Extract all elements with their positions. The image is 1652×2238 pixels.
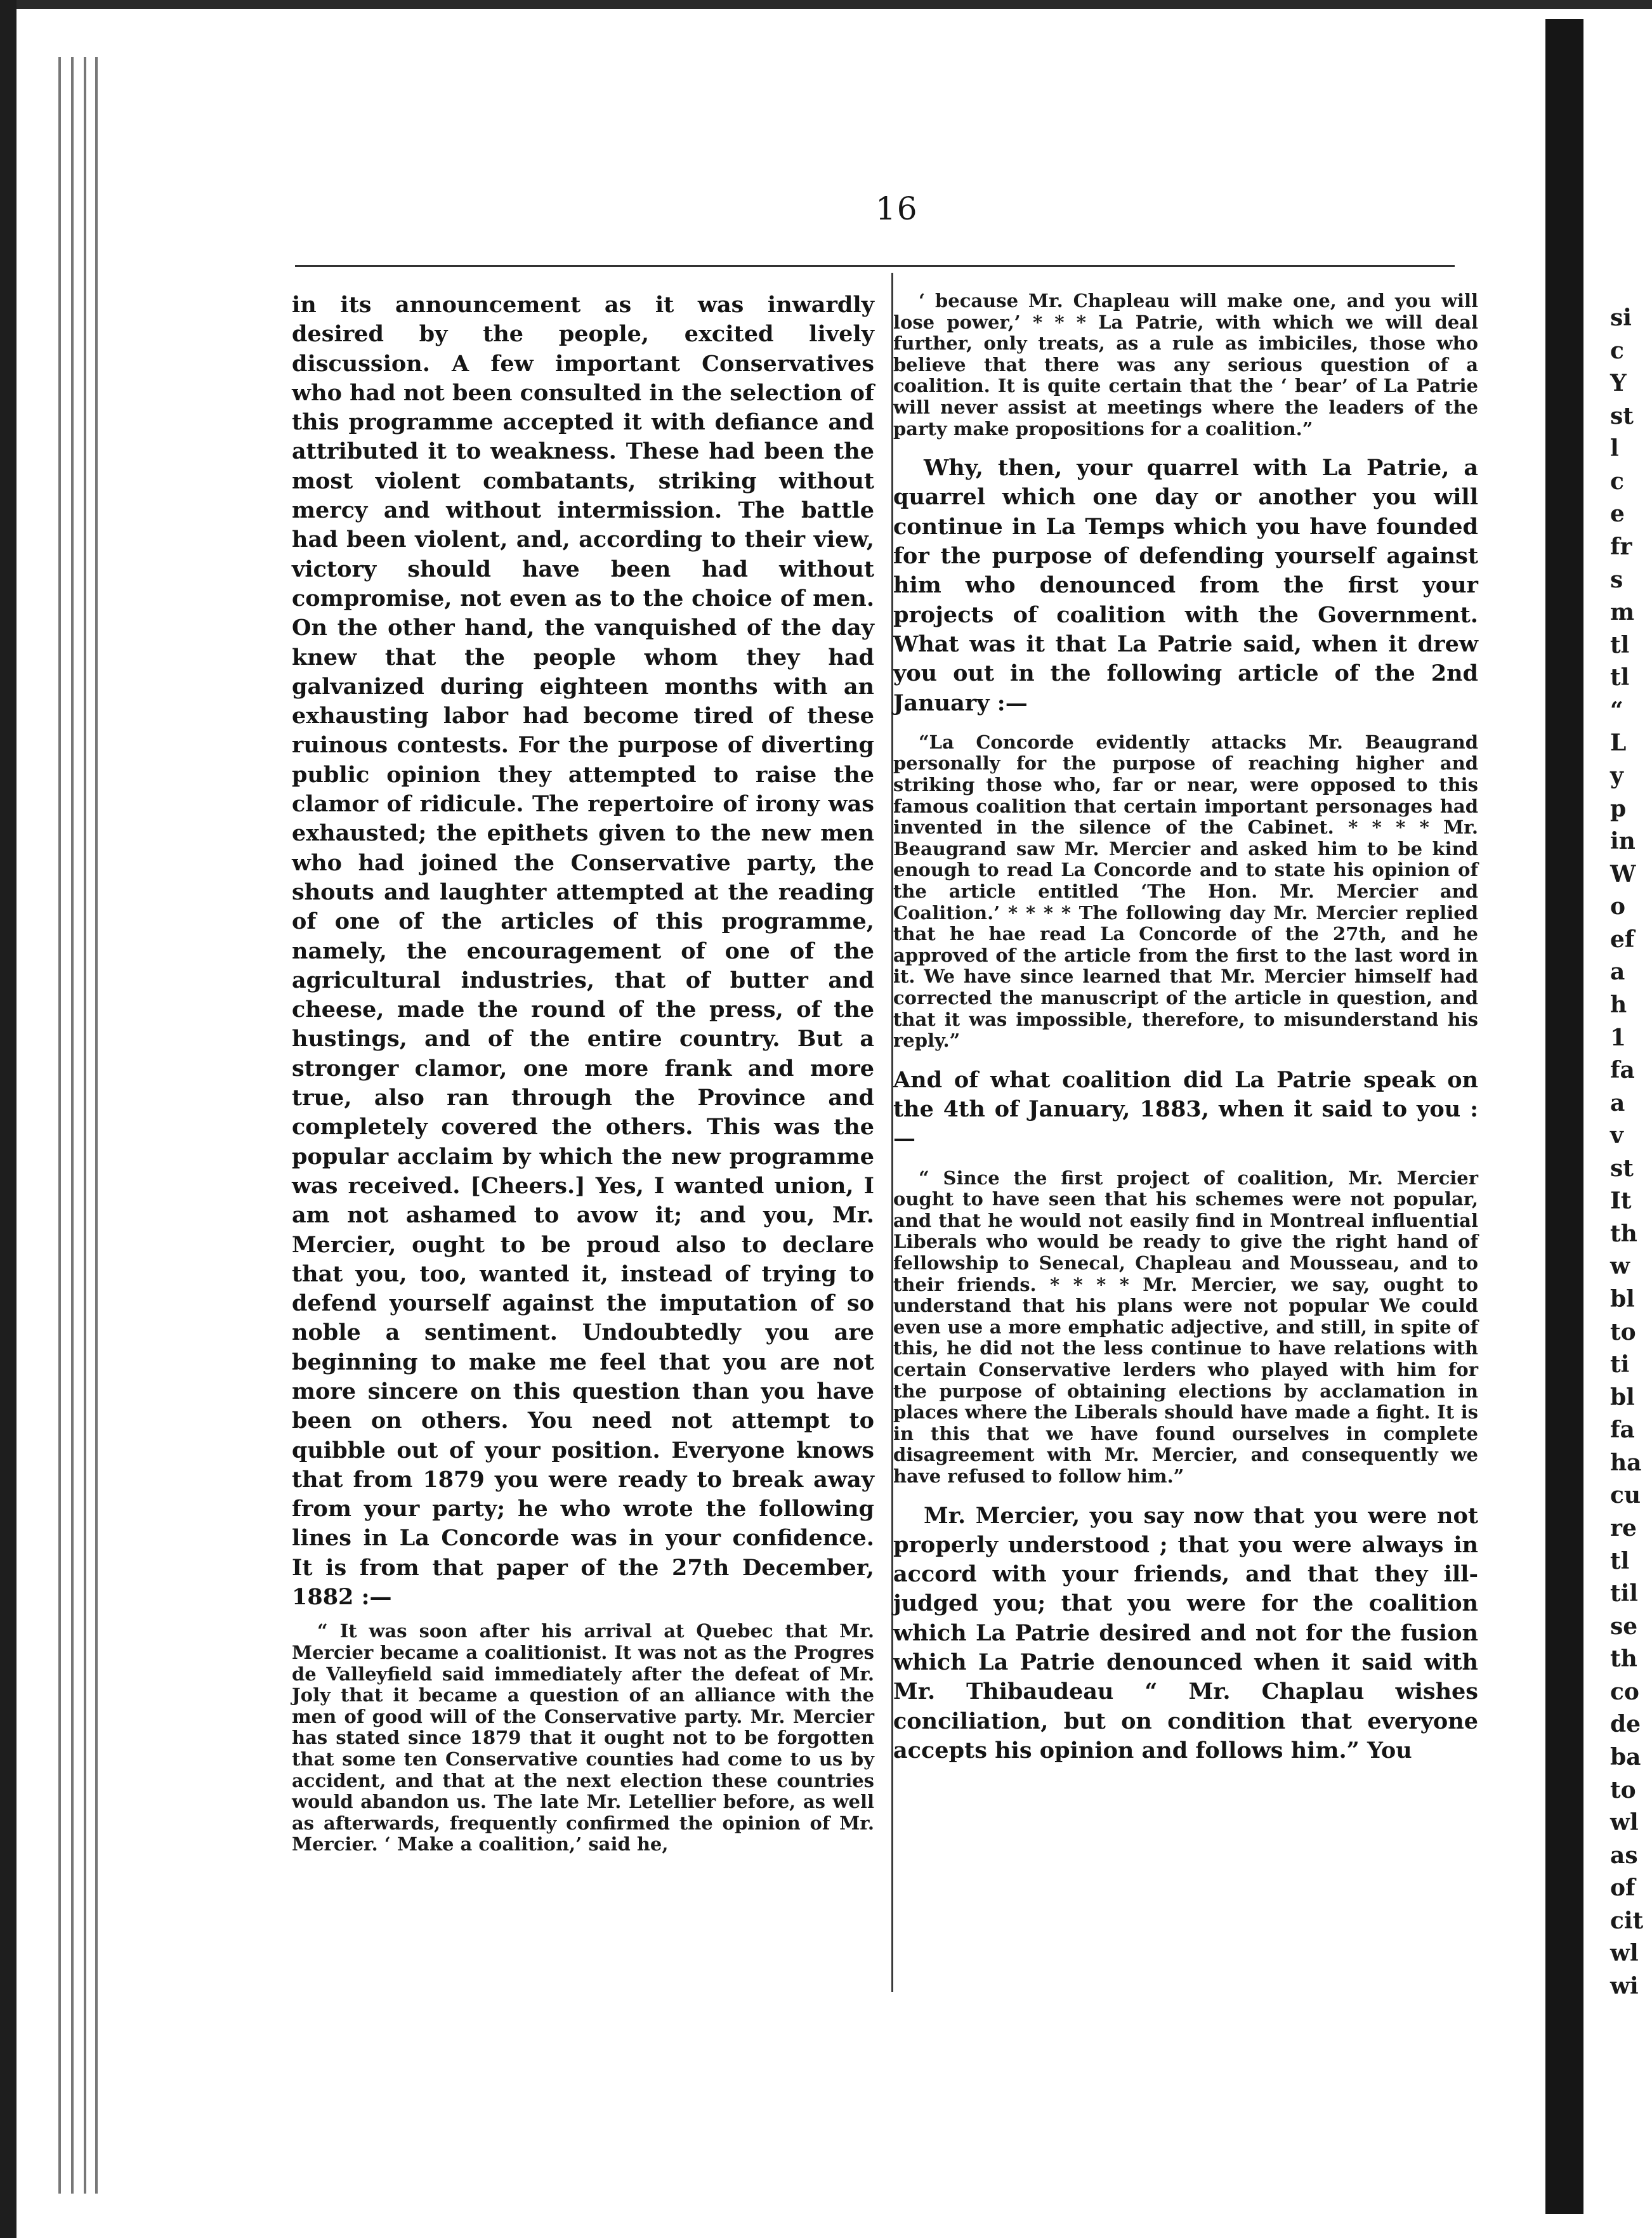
facing-page-text-fragment: si [1610,304,1632,331]
scan-top-edge [0,0,1652,9]
facing-page-text-fragment: fr [1610,533,1632,560]
body-paragraph: And of what coalition did La Patrie speak on the 4th of January, 1883, when it said to you :— [893,1066,1478,1152]
quoted-passage: “La Concorde evidently attacks Mr. Beaugrand personally for the purpose of reaching higher and striking those who, far or near, were opposed to this famous coalition that certain important personages had invented in the silence of the Cabinet. * * * * Mr. Beaugrand saw Mr. Mercier and asked him to be kind enough to read La Concorde and to state his opinion of the article entitled ‘The Hon. Mr. Mercier and Coalition.’ * * * * The following day Mr. Mercier replied that he hae read La Concorde of the 27th, and he approved of the article from the first to the last word in it. We have since learned that Mr. Mercier himself had corrected the manuscript of the article in question, and that it was impossible, therefore, to misunderstand his reply.” [893,731,1478,1052]
page-edge-line [71,57,74,2194]
facing-page-text-fragment: e [1610,501,1625,528]
quoted-passage: “ It was soon after his arrival at Quebec that Mr. Mercier became a coalitionist. It was not as the Progres de Valleyfield said immediately after the defeat of Mr. Joly that it became a question of an alliance with the men of good will of the Conservative party. Mr. Mercier has stated since 1879 that it ought not to be forgotten that some ten Conservative counties had come to us by accident, and that at the next election these countries would abandon us. The late Mr. Letellier before, as well as afterwards, frequently confirmed the opinion of Mr. Mercier. ‘ Make a coalition,’ said he, [292,1620,874,1855]
facing-page-text-fragment: w [1610,1253,1630,1280]
body-paragraph: Why, then, your quarrel with La Patrie, a quarrel which one day or another you will continue in La Temps which you have founded for the purpose of defending yourself against him who denounced from the first your projects of coalition with the Government. What was it that La Patrie said, when it drew you out in the following article of the 2nd January :— [893,455,1478,716]
facing-page-text-fragment: re [1610,1515,1637,1542]
left-column [292,291,874,1855]
facing-page-text-fragment: v [1610,1122,1623,1149]
facing-page-text-fragment: o [1610,893,1626,920]
facing-page-text-fragment: W [1610,860,1636,887]
right-column [893,291,1478,1765]
facing-page-text-fragment: cit [1610,1907,1644,1934]
facing-page-text-fragment: L [1610,730,1627,757]
page-edge-line [58,57,61,2194]
facing-page-text-fragment: fa [1610,1057,1635,1084]
facing-page-text-fragment: y [1610,762,1623,789]
scan-left-edge [0,0,16,2238]
facing-page-text-fragment: th [1610,1646,1637,1673]
quoted-passage: ‘ because Mr. Chapleau will make one, and you will lose power,’ * * * La Patrie, with which we will deal further, only treats, as a rule as imbiciles, those who believe that there was any serious question of a coalition. It is quite certain that the ‘ bear’ of La Patrie will never assist at meetings where the leaders of the party make propositions for a coalition.” [893,290,1478,440]
facing-page-text-fragment: ef [1610,926,1635,953]
facing-page-text-fragment: st [1610,1155,1634,1182]
facing-page-text-fragment: tl [1610,631,1630,658]
facing-page-text-fragment: It [1610,1188,1632,1215]
facing-page-text-fragment: de [1610,1711,1641,1738]
facing-page-text-fragment: th [1610,1220,1637,1247]
facing-page-text-fragment: fa [1610,1417,1635,1444]
facing-page-text-fragment: “ [1610,697,1623,724]
facing-page-text-fragment: bl [1610,1286,1635,1313]
facing-page-fragment [1599,0,1652,2238]
facing-page-text-fragment: as [1610,1842,1638,1869]
body-paragraph: in its announcement as it was inwardly desired by the people, excited lively discussion. A few important Conservatives who had not been consulted in the selection of this programme accepted it with defiance and attributed it to weakness. These had been the most violent combatants, striking without mercy and without intermission. The battle had been violent, and, according to their view, victory should have been had without compromise, not even as to the choice of men. On the other hand, the vanquished of the day knew that the people whom they had galvanized during eighteen months with an exhausting labor had become tired of these ruinous contests. For the purpose of diverting public opinion they attempted to raise the clamor of ridicule. The repertoire of irony was exhausted; the epithets given to the new men who had joined the Conservative party, the shouts and laughter attempted at the reading of one of the articles of this programme, namely, the encouragement of one of the agricultural industries, that of butter and cheese, made the round of the press, of the hustings, and of the entire country. But a stronger clamor, one more frank and more true, also ran through the Province and completely covered the others. This was the popular acclaim by which the new programme was received. [Cheers.] Yes, I wanted union, I am not ashamed to avow it; and you, Mr. Mercier, ought to be proud also to declare that you, too, wanted it, instead of trying to defend yourself against the imputation of so noble a sentiment. Undoubtedly you are beginning to make me feel that you are not more sincere on this question than you have been on others. You need not attempt to quibble out of your position. Everyone knows that from 1879 you were ready to break away from your party; he who wrote the following lines in La Concorde was in your confidence. It is from that paper of the 27th December, 1882 :— [292,292,874,1611]
facing-page-text-fragment: c [1610,337,1624,364]
facing-page-text-fragment: cu [1610,1482,1641,1509]
page-number: 16 [875,190,919,227]
facing-page-text-fragment: wi [1610,1973,1639,1999]
facing-page-text-fragment: tl [1610,1547,1630,1574]
facing-page-text-fragment: to [1610,1776,1636,1803]
facing-page-text-fragment: p [1610,795,1627,822]
facing-page-text-fragment: Y [1610,370,1627,397]
facing-page-text-fragment: 1 [1610,1024,1627,1051]
facing-page-text-fragment: in [1610,828,1636,855]
facing-page-text-fragment: bl [1610,1384,1635,1411]
facing-page-text-fragment: of [1610,1875,1636,1902]
facing-page-text-fragment: h [1610,991,1627,1018]
facing-page-text-fragment: l [1610,435,1619,462]
facing-page-text-fragment: s [1610,566,1623,593]
facing-page-text-fragment: st [1610,402,1634,429]
facing-page-text-fragment: to [1610,1318,1636,1345]
page-edge-line [84,57,86,2194]
facing-page-text-fragment: wl [1610,1809,1639,1836]
facing-page-text-fragment: ha [1610,1449,1642,1476]
page-edge-line [95,57,98,2194]
quoted-passage: “ Since the first project of coalition, Mr. Mercier ought to have seen that his schemes were not popular, and that he would not easily find in Montreal influential Liberals who would be ready to give the right hand of fellowship to Senecal, Chapleau and Mousseau, and to their friends. * * * * Mr. Mercier, we say, ought to understand that his plans were not popular We could even use a more emphatic adjective, and still, in spite of this, he did not the less continue to have relations with certain Conservative lerders who played with him for the purpose of obtaining elections by acclamation in places where the Liberals should have made a fight. It is in this that we have found ourselves in complete disagreement with Mr. Mercier, and consequently we have refused to follow him.” [893,1167,1478,1487]
body-paragraph: Mr. Mercier, you say now that you were not properly understood ; that you were always in accord with your friends, and that they ill-judged you; that you were for the coalition which La Patrie desired and not for the fusion which La Patrie denounced when it said with Mr. Thibaudeau “ Mr. Chaplau wishes conciliation, but on condition that everyone accepts his opinion and follows him.” You [893,1502,1478,1764]
facing-page-text-fragment: m [1610,599,1635,626]
facing-page-text-fragment: tl [1610,664,1630,691]
facing-page-text-fragment: a [1610,1089,1625,1116]
facing-page-text-fragment: ba [1610,1744,1641,1771]
facing-page-text-fragment: c [1610,468,1624,495]
facing-page-text-fragment: se [1610,1613,1638,1640]
facing-page-text-fragment: ti [1610,1351,1630,1378]
facing-page-text-fragment: wl [1610,1940,1639,1967]
facing-page-text-fragment: a [1610,959,1625,986]
book-gutter [1545,19,1583,2214]
facing-page-text-fragment: til [1610,1580,1638,1607]
header-rule [295,265,1455,267]
facing-page-text-fragment: co [1610,1678,1639,1705]
